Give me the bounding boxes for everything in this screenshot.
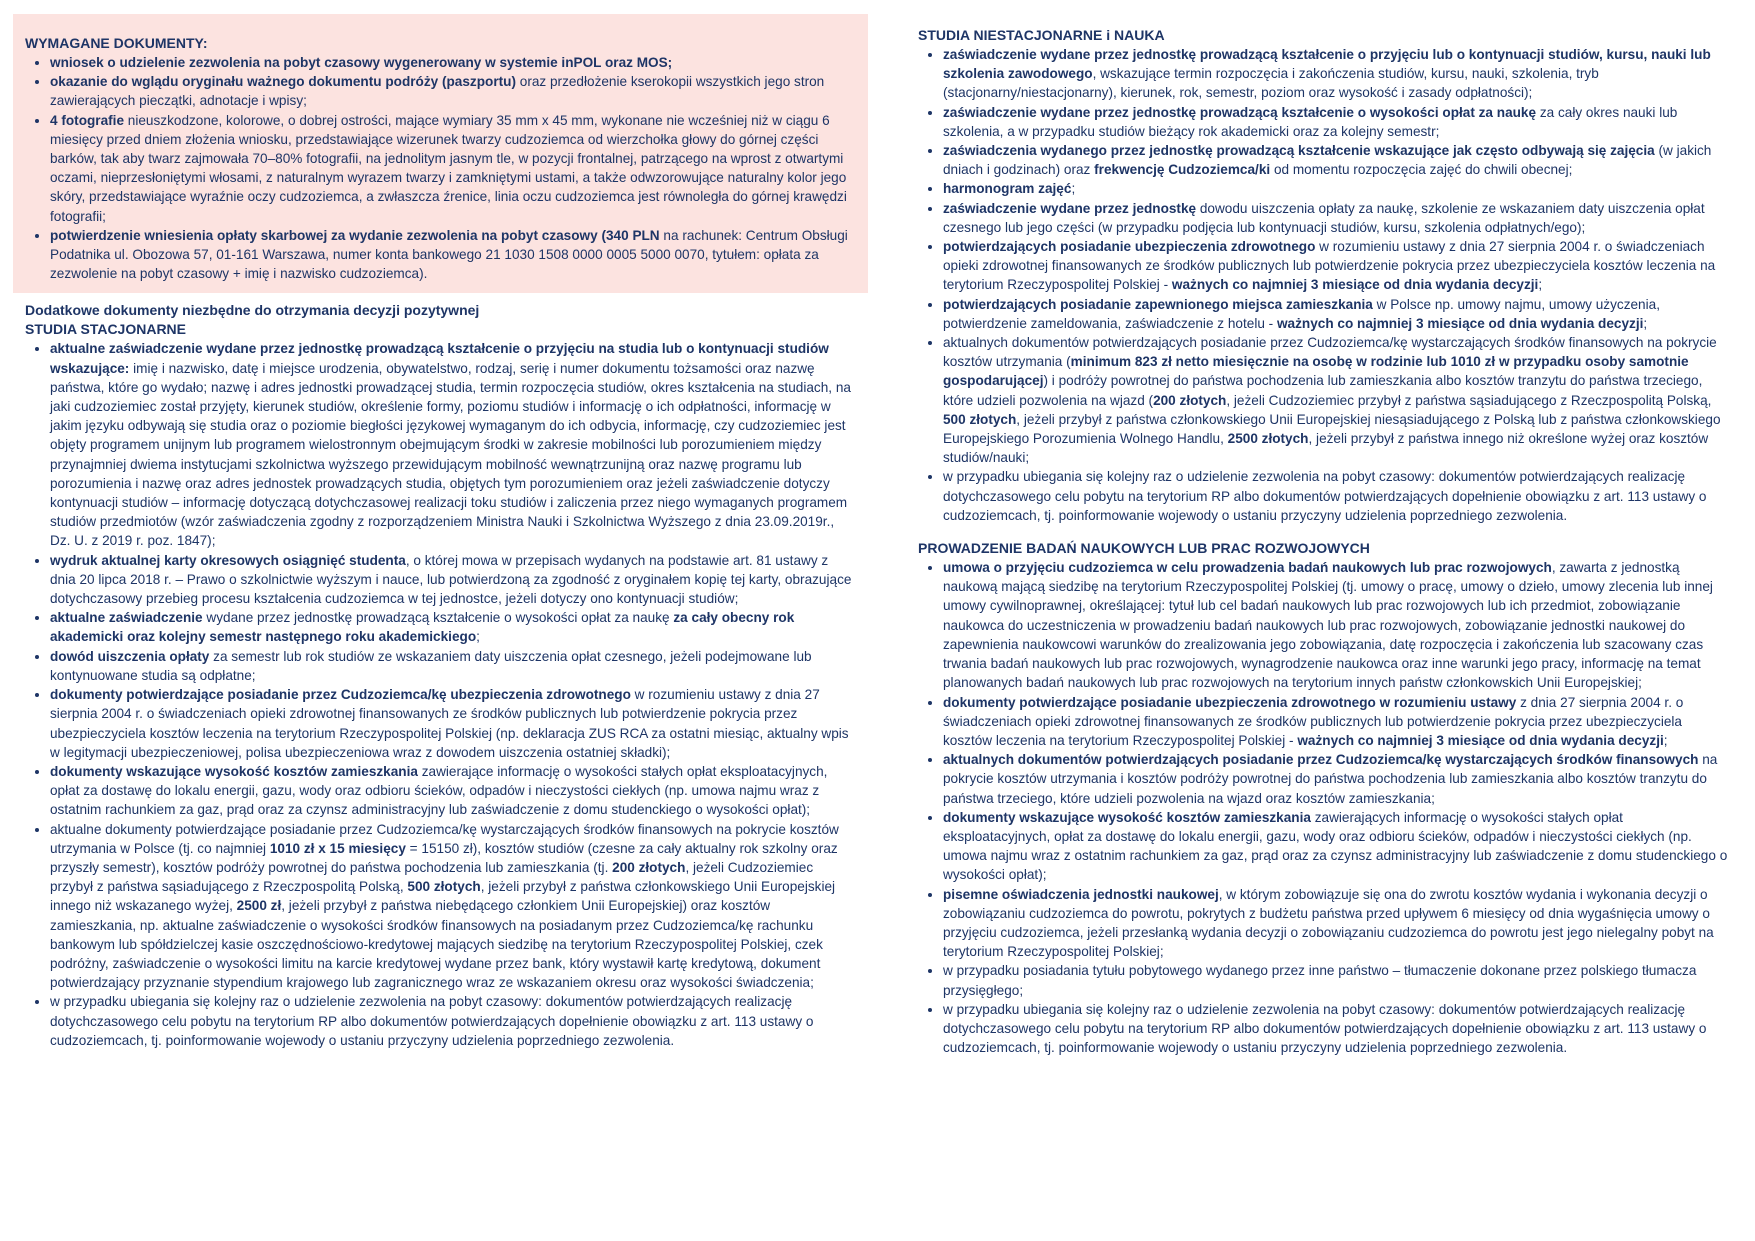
item-text: za cały okres nauki lub szkolenia, a w przypadku studiów bieżący rok akademicki oraz za kolejny semestr;	[943, 104, 1678, 139]
item-text: , wskazujące termin rozpoczęcia i zakończenia studiów, kursu, nauki, szkolenia, tryb (stacjonarny/niestacjonarny), kierunek, rok, semestr, poziom oraz wysokość i zasady odpłatności);	[943, 66, 1599, 101]
item-text: , jeżeli Cudzoziemiec przybył z państwa sąsiadującego z Rzeczpospolitą Polską,	[1226, 392, 1712, 408]
bold-text: 2500 złotych	[1227, 431, 1309, 447]
bold-text: ważnych co najmniej 3 miesiące od dnia wydania decyzji	[1297, 732, 1664, 748]
list-item	[50, 820, 856, 993]
bold-text: zaświadczenia wydanego przez jednostkę prowadzącą kształcenie wskazujące jak często odbywają się zajęcia	[943, 143, 1655, 159]
part-time-studies-heading: STUDIA NIESTACJONARNE i NAUKA	[918, 27, 1165, 43]
item-text: w przypadku ubiegania się kolejny raz o udzielenie zezwolenia na pobyt czasowy: dokumentów potwierdzających realizację dotychczasowego celu pobytu na terytorium RP albo dokumentów potwierdzających dopełnienie obowiązku z art. 113 ustawy o cudzoziemcach, tj. poinformowanie wojewody o ustaniu przyczyny udzielenia poprzedniego zezwolenia.	[50, 994, 814, 1048]
bold-text: dokumenty potwierdzające posiadanie przez Cudzoziemca/kę ubezpieczenia zdrowotnego	[50, 687, 631, 703]
bold-text: minimum 823 zł netto miesięcznie na osobę w rodzinie lub 1010 zł w przypadku osoby samotnie gospodarującej	[943, 354, 1689, 389]
list-item	[943, 103, 1733, 141]
list-item	[50, 72, 856, 110]
required-documents-heading: WYMAGANE DOKUMENTY:	[25, 35, 208, 51]
right-column	[918, 0, 1733, 1057]
list-item	[943, 199, 1733, 237]
list-item	[943, 1000, 1733, 1058]
additional-documents-section	[13, 301, 868, 1050]
item-text: , jeżeli przybył z państwa członkowskiego Unii Europejskiej innego niż wskazanego wyżej,	[50, 879, 836, 914]
bold-text: ważnych co najmniej 3 miesiące od dnia wydania decyzji	[1276, 315, 1644, 331]
item-text: , jeżeli Cudzoziemiec przybył z państwa sąsiadującego z Rzeczpospolitą Polską,	[50, 859, 814, 895]
bold-text: aktualne zaświadczenie	[50, 610, 203, 626]
item-text: ;	[1538, 277, 1543, 293]
section-spacer	[918, 525, 1733, 539]
bold-text: aktualnych dokumentów potwierdzających posiadanie przez Cudzoziemca/kę wystarczających środków finansowych	[943, 752, 1699, 768]
bold-text: potwierdzających posiadanie ubezpieczenia zdrowotnego	[943, 239, 1316, 255]
item-text: w przypadku ubiegania się kolejny raz o udzielenie zezwolenia na pobyt czasowy: dokumentów potwierdzających realizację dotychczasowego celu pobytu na terytorium RP albo dokumentów potwierdzających dopełnienie obowiązku z art. 113 ustawy o cudzoziemcach, tj. poinformowanie wojewody o ustaniu przyczyny udzielenia poprzedniego zezwolenia.	[943, 1001, 1707, 1056]
item-text: nieuszkodzone, kolorowe, o dobrej ostrości, mające wymiary 35 mm x 45 mm, wykonane nie wcześniej niż w ciągu 6 miesięcy przed dniem złożenia wniosku, przedstawiające wizerunek twarzy cudzoziemca od wierzchołka głowy do górnej części barków, tak aby twarz zajmowała 70–80% fotografii, na jednolitym jasnym tle, w pozycji frontalnej, patrzącego na wprost z otwartymi oczami, nieprzesłoniętymi włosami, z naturalnym wyrazem twarzy i zamkniętymi ustami, a także odwzorowujące naturalny kolor jego skóry, przedstawiające wyraźnie oczy cudzoziemca, a zwłaszcza źrenice, linia oczu cudzoziemca jest równoległa do górnej krawędzi fotografii;	[50, 112, 847, 224]
list-item	[943, 467, 1733, 525]
item-text: , jeżeli przybył z państwa niebędącego członkiem Unii Europejskiej) oraz kosztów zamieszkania, np. aktualne zaświadczenie o wysokości środków finansowych na posiadanym przez Cudzoziemca/kę rachunku bankowym lub spółdzielczej kasie oszczędnościowo-kredytowej mających siedzibę na terytorium Rzeczypospolitej Polskiej, czek podróżny, zaświadczenie o wysokości limitu na karcie kredytowej wydane przez bank, który wystawił kartę kredytową, dokument potwierdzający przyznanie stypendium krajowego lub zagranicznego wraz ze wskazaniem okresu oraz wysokości świadczenia;	[50, 898, 823, 991]
bold-text: 1010 zł x 15 miesięcy	[269, 840, 406, 856]
bold-text: dokumenty potwierdzające posiadanie ubezpieczenia zdrowotnego w rozumieniu ustawy	[943, 694, 1517, 710]
bold-text: zaświadczenie wydane przez jednostkę prowadzącą kształcenie o przyjęciu lub o kontynuacji studiów, kursu, nauki lub szkolenia zawodowego	[943, 47, 1711, 82]
item-text: za semestr lub rok studiów ze wskazaniem daty uiszczenia opłat czesnego, jeżeli podejmowane lub kontynuowane studia są odpłatne;	[50, 648, 812, 683]
bold-text: potwierdzenie wniesienia opłaty skarbowej za wydanie zezwolenia na pobyt czasowy (340 PLN	[50, 227, 660, 243]
bold-text: 200 złotych	[1153, 392, 1227, 408]
item-text: z dnia 27 sierpnia 2004 r. o świadczeniach opieki zdrowotnej finansowanych ze środków publicznych lub potwierdzenie pokrycia przez ubezpieczyciela kosztów leczenia na terytorium Rzeczypospolitej Polskiej -	[943, 694, 1684, 748]
bold-text: zaświadczenie wydane przez jednostkę	[943, 200, 1197, 216]
list-item	[50, 53, 856, 72]
left-column	[13, 0, 868, 1050]
research-section	[918, 539, 1733, 1057]
research-heading: PROWADZENIE BADAŃ NAUKOWYCH LUB PRAC ROZWOJOWYCH	[918, 540, 1370, 557]
bold-text: wniosek o udzielenie zezwolenia na pobyt czasowy wygenerowany w systemie inPOL oraz MOS;	[50, 55, 673, 70]
bold-text: 200 złotych	[612, 859, 686, 875]
item-text: w przypadku posiadania tytułu pobytowego wydanego przez inne państwo – tłumaczenie dokonane przez polskiego tłumacza przysięgłego;	[943, 963, 1697, 998]
full-time-studies-heading: STUDIA STACJONARNE	[25, 321, 187, 338]
item-text: na pokrycie kosztów utrzymania i kosztów podróży powrotnej do państwa pochodzenia lub zamieszkania albo kosztów tranzytu do państwa trzeciego, które udzieli pozwolenia na wjazd oraz kosztów zamieszkania;	[943, 752, 1718, 806]
bold-text: aktualne zaświadczenie wydane przez jednostkę prowadzącą kształcenie o przyjęciu na studia lub o kontynuacji studiów wskazujące:	[50, 341, 829, 376]
bold-text: dokumenty wskazujące wysokość kosztów zamieszkania	[943, 809, 1311, 825]
research-list	[918, 558, 1733, 1057]
bold-text: ważnych co najmniej 3 miesiące od dnia wydania decyzji	[1171, 277, 1539, 293]
additional-documents-heading: Dodatkowe dokumenty niezbędne do otrzymania decyzji pozytywnej	[25, 302, 480, 319]
item-text: ;	[1643, 315, 1648, 331]
item-text: ;	[1071, 181, 1076, 197]
item-text: ;	[476, 629, 480, 645]
list-item	[50, 608, 856, 646]
bold-text: harmonogram zajęć	[943, 181, 1072, 197]
bold-text: okazanie do wglądu oryginału ważnego dokumentu podróży (paszportu)	[50, 74, 516, 90]
list-item	[943, 558, 1733, 692]
item-text: wydane przez jednostkę prowadzącą kształcenie o wysokości opłat za naukę	[202, 610, 674, 626]
list-item	[50, 551, 856, 609]
list-item	[943, 333, 1733, 467]
item-text: od momentu rozpoczęcia zajęć do chwili obecnej;	[1270, 162, 1573, 178]
bold-text: 4 fotografie	[50, 112, 125, 128]
item-text: na rachunek: Centrum Obsługi Podatnika ul. Obozowa 57, 01-161 Warszawa, numer konta bankowego 21 1030 1508 0000 0005 5000 0070, tytułem: opłata za zezwolenie na pobyt czasowy + imię i nazwisko cudzoziemca).	[50, 227, 848, 282]
bold-text: umowa o przyjęciu cudzoziemca w celu prowadzenia badań naukowych lub prac rozwojowych	[943, 560, 1552, 576]
item-text: , zawarta z jednostką naukową mającą siedzibę na terytorium Rzeczypospolitej Polskiej (tj. umowy o pracę, umowy o dzieło, umowy zlecenia lub innej umowy cywilnoprawnej, określającej: tytuł lub cel badań naukowych lub prac rozwojowych lub ich przedmiot, zobowiązanie naukowca do uczestniczenia w prowadzeniu badań naukowych lub prac rozwojowych, zobowiązanie jednostki naukowej do zapewnienia naukowcowi warunków do zrealizowania jego zobowiązania, datę rozpoczęcia i zakończenia lub szacowany czas trwania badań naukowych lub prac rozwojowych, wynagrodzenie naukowca oraz inne warunki jego pracy, informację na temat planowanych badań naukowych lub prac rozwojowych na terytorium innych państw członkowskich Unii Europejskiej;	[943, 560, 1713, 691]
list-item	[943, 885, 1733, 962]
required-documents-list	[25, 53, 856, 283]
item-text: = 15150 zł), kosztów studiów (czesne za cały aktualny rok szkolny oraz przyszły semestr), kosztów podróży powrotnej do państwa pochodzenia lub zamieszkania (tj.	[50, 840, 838, 875]
bold-text: pisemne oświadczenia jednostki naukowej	[943, 886, 1219, 902]
list-item	[50, 762, 856, 820]
part-time-studies-list	[918, 45, 1733, 525]
list-item	[943, 45, 1733, 103]
item-text: , jeżeli przybył z państwa innego niż określone wyżej oraz kosztów studiów/nauki;	[943, 431, 1709, 466]
item-text: zawierające informację o wysokości stałych opłat eksploatacyjnych, opłat za dostawę do lokalu energii, gazu, wody oraz odbioru ścieków, odpadów i nieczystości ciekłych (np. umowa najmu wraz z ostatnim rachunkiem za gaz, prąd oraz za czynsz administracyjny lub zaświadczenie z domu studenckiego o wysokości opłat);	[50, 763, 828, 818]
item-text: aktualne dokumenty potwierdzające posiadanie przez Cudzoziemca/kę wystarczających środków finansowych na pokrycie kosztów utrzymania w Polsce (tj. co najmniej	[50, 821, 839, 856]
list-item	[50, 647, 856, 685]
bold-text: 500 złotych	[943, 411, 1017, 427]
bold-text: potwierdzających posiadanie zapewnionego miejsca zamieszkania	[943, 296, 1373, 312]
bold-text: wydruk aktualnej karty okresowych osiągnięć studenta	[50, 552, 406, 568]
item-text: w rozumieniu ustawy z dnia 27 sierpnia 2004 r. o świadczeniach opieki zdrowotnej finansowanych ze środków publicznych lub potwierdzenie pokrycia przez ubezpieczyciela kosztów leczenia na terytorium Rzeczypospolitej Polskiej (np. deklaracja ZUS RCA za ostatni miesiąc, aktualny wpis w legitymacji ubezpieczeniowej, polisa ubezpieczeniowa wraz z dowodem uiszczenia ostatniej składki);	[50, 687, 849, 760]
required-documents-box	[13, 14, 868, 293]
item-text: , o której mowa w przepisach wydanych na podstawie art. 81 ustawy z dnia 20 lipca 2018 r. – Prawo o szkolnictwie wyższym i nauce, lub potwierdzoną za zgodność z oryginałem kopię tej karty, obrazujące dotychczasowy przebieg procesu kształcenia cudzoziemca w tej jednostce, jeżeli dotyczy ono kontynuacji studiów;	[50, 552, 852, 607]
list-item	[943, 808, 1733, 885]
list-item	[943, 237, 1733, 295]
list-item	[50, 111, 856, 226]
list-item	[943, 179, 1733, 198]
bold-text: 500 złotych	[407, 879, 481, 895]
item-text: (w jakich dniach i godzinach) oraz	[943, 143, 1712, 178]
list-item	[943, 693, 1733, 751]
list-item	[943, 295, 1733, 333]
list-item	[943, 750, 1733, 808]
item-text: , w którym zobowiązuje się ona do zwrotu kosztów wydania i wykonania decyzji o zobowiązaniu cudzoziemca do powrotu, pokrytych z budżetu państwa przed upływem 6 miesięcy od dnia wygaśnięcia umowy o przyjęciu cudzoziemca, jeżeli przesłanką wydania decyzji o zobowiązaniu cudzoziemca do powrotu jest jego nielegalny pobyt na terytorium Rzeczypospolitej Polskiej;	[943, 886, 1714, 960]
list-item	[50, 992, 856, 1050]
bold-text: za cały obecny rok akademicki oraz kolejny semestr następnego roku akademickiego	[50, 610, 795, 645]
item-text: zawierających informację o wysokości stałych opłat eksploatacyjnych, opłat za dostawę do lokalu energii, gazu, wody oraz odbioru ścieków, odpadów i nieczystości ciekłych (np. umowa najmu wraz z ostatnim rachunkiem za gaz, prąd oraz za czynsz administracyjny lub zaświadczenie z domu studenckiego o wysokości opłat);	[943, 809, 1728, 883]
item-text: oraz przedłożenie kserokopii wszystkich jego stron zawierających pieczątki, adnotacje i wpisy;	[50, 74, 825, 109]
list-item	[50, 226, 856, 284]
part-time-studies-section	[918, 26, 1733, 525]
bold-text: dokumenty wskazujące wysokość kosztów zamieszkania	[50, 763, 418, 779]
full-time-studies-list	[25, 339, 856, 1050]
item-text: w rozumieniu ustawy z dnia 27 sierpnia 2004 r. o świadczeniach opieki zdrowotnej finansowanych ze środków publicznych lub potwierdzenie pokrycia przez ubezpieczyciela kosztów leczenia na terytorium Rzeczypospolitej Polskiej -	[943, 239, 1716, 293]
item-text: w przypadku ubiegania się kolejny raz o udzielenie zezwolenia na pobyt czasowy: dokumentów potwierdzających realizację dotychczasowego celu pobytu na terytorium RP albo dokumentów potwierdzających dopełnienie obowiązku z art. 113 ustawy o cudzoziemcach, tj. poinformowanie wojewody o ustaniu przyczyny udzielenia poprzedniego zezwolenia.	[943, 469, 1707, 523]
bold-text: dowód uiszczenia opłaty	[50, 648, 210, 664]
item-text: dowodu uiszczenia opłaty za naukę, szkolenie ze wskazaniem daty uiszczenia opłat czesnego lub jego części (w przypadku podjęcia lub kontynuacji studiów, kursu, szkolenia odpłatnych/ego);	[943, 200, 1705, 235]
item-text: w Polsce np. umowy najmu, umowy użyczenia, potwierdzenie zameldowania, zaświadczenie z hotelu -	[943, 296, 1660, 331]
list-item	[50, 685, 856, 762]
bold-text: 2500 zł	[236, 898, 282, 914]
bold-text: zaświadczenie wydane przez jednostkę prowadzącą kształcenie o wysokości opłat za naukę	[943, 104, 1537, 120]
list-item	[943, 961, 1733, 999]
list-item	[50, 339, 856, 550]
item-text: ) i podróży powrotnej do państwa pochodzenia lub zamieszkania albo kosztów tranzytu do państwa trzeciego, które udzieli pozwolenia na wjazd (	[943, 373, 1703, 408]
list-item	[943, 141, 1733, 179]
item-text: aktualnych dokumentów potwierdzających posiadanie przez Cudzoziemca/kę wystarczających środków finansowych na pokrycie kosztów utrzymania (	[943, 335, 1717, 370]
item-text: imię i nazwisko, datę i miejsce urodzenia, obywatelstwo, rodzaj, serię i numer dokumentu tożsamości oraz nazwę państwa, które go wydało; nazwę i adres jednostki prowadzącej studia, termin rozpoczęcia studiów, okres kształcenia na studiach, na jaki cudzoziemiec został przyjęty, kierunek studiów, określenie formy, poziomu studiów i informację o ich odpłatności, informację w jakim języku odbywają się studia oraz o poziomie biegłości językowej wymaganym do ich odbycia, informację, czy cudzoziemiec jest objęty programem unijnym lub programem wielostronnym obejmującym środki w zakresie mobilności lub porozumieniem między przynajmniej dwiema instytucjami szkolnictwa wyższego przewidującym mobilność wewnątrzunijną oraz nazwę programu lub porozumienia i nazwę oraz adres jednostek prowadzących studia, objętych tym porozumieniem oraz jeżeli zaświadczenie dotyczy kontynuacji studiów – informację dotyczącą dotychczasowej realizacji toku studiów i zaliczenia przez niego wymaganych programem studiów przedmiotów (wzór zaświadczenia zgodny z rozporządzeniem Ministra Nauki i Szkolnictwa Wyższego z dnia 23.09.2019r., Dz. U. z 2019 r. poz. 1847);	[50, 360, 851, 549]
item-text: , jeżeli przybył z państwa członkowskiego Unii Europejskiej niesąsiadującego z Polską lub z państwa członkowskiego Europejskiego Porozumienia Wolnego Handlu,	[943, 411, 1721, 447]
item-text: ;	[1663, 732, 1668, 748]
bold-text: frekwencję Cudzoziemca/ki	[1094, 162, 1271, 178]
